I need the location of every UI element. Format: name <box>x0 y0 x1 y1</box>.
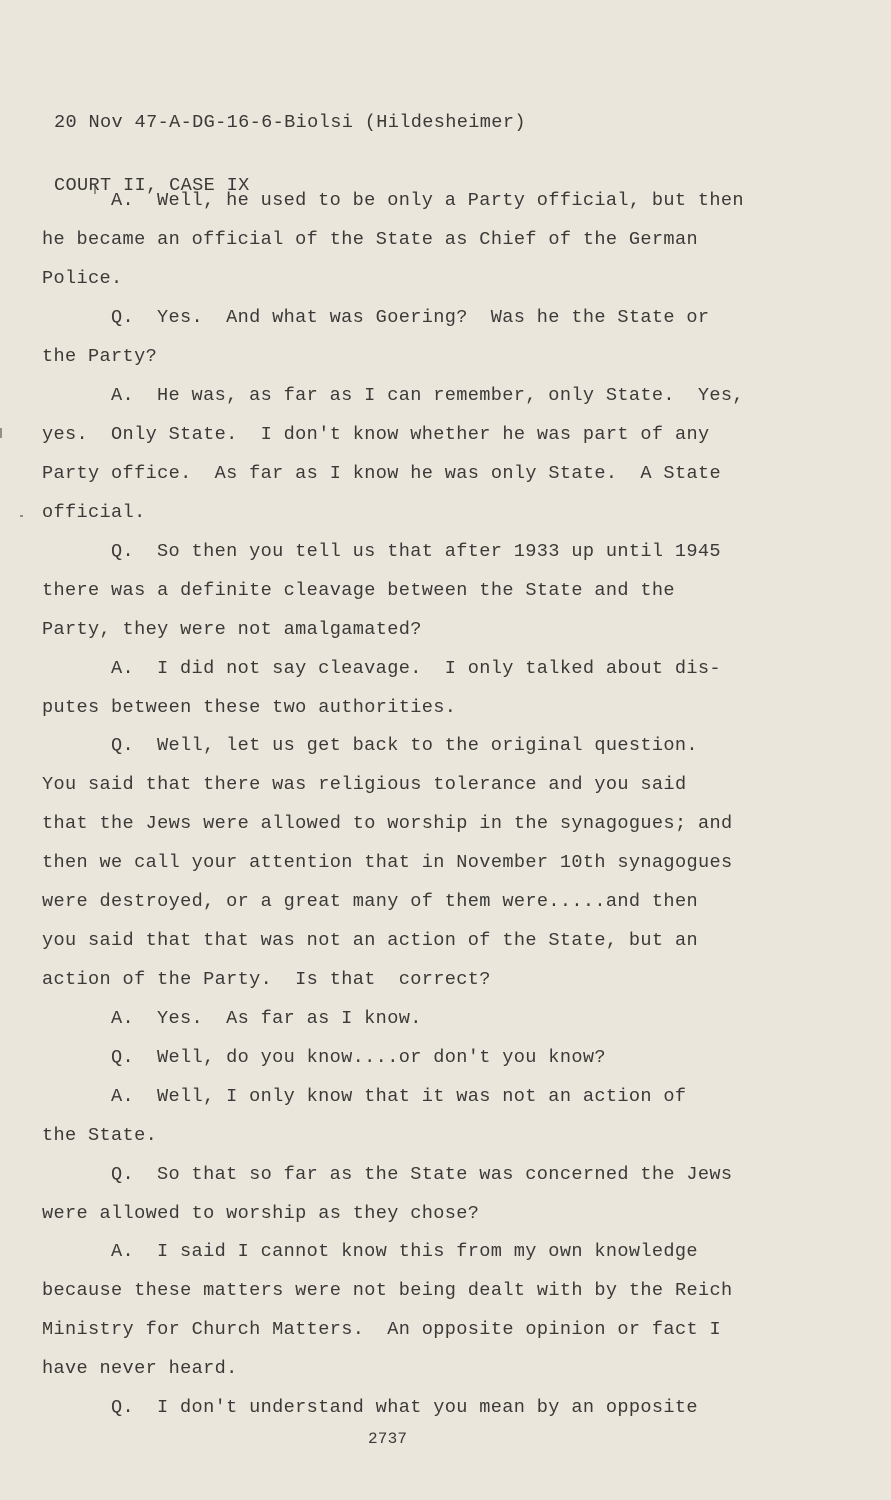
transcript-line: have never heard. <box>42 1358 238 1379</box>
transcript-line: Ministry for Church Matters. An opposite opinion or fact I <box>42 1319 721 1340</box>
transcript-line: because these matters were not being dealt with by the Reich <box>42 1280 733 1301</box>
margin-mark <box>20 515 23 517</box>
transcript-line: the State. <box>42 1125 158 1146</box>
margin-mark <box>0 428 2 438</box>
transcript-line: there was a definite cleavage between the State and the <box>42 580 675 601</box>
transcript-line: then we call your attention that in November 10th synagogues <box>42 852 733 873</box>
transcript-line: Party office. As far as I know he was only State. A State <box>42 463 721 484</box>
transcript-line: the Party? <box>42 346 158 367</box>
transcript-line: putes between these two authorities. <box>42 697 457 718</box>
transcript-line: You said that there was religious tolerance and you said <box>42 774 687 795</box>
transcript-line: Party, they were not amalgamated? <box>42 619 422 640</box>
transcript-line: A. Well, he used to be only a Party official, but then <box>111 190 744 211</box>
transcript-line: A. I said I cannot know this from my own knowledge <box>111 1241 698 1262</box>
transcript-line: A. Yes. As far as I know. <box>111 1008 422 1029</box>
transcript-line: were allowed to worship as they chose? <box>42 1203 480 1224</box>
transcript-line: official. <box>42 502 146 523</box>
transcript-line: Q. I don't understand what you mean by an opposite <box>111 1397 698 1418</box>
transcript-line: Q. Yes. And what was Goering? Was he the State or <box>111 307 710 328</box>
transcript-line: Q. So then you tell us that after 1933 up until 1945 <box>111 541 721 562</box>
transcript-line: A. He was, as far as I can remember, only State. Yes, <box>111 385 744 406</box>
transcript-line: A. I did not say cleavage. I only talked about dis- <box>111 658 721 679</box>
header-line-2: COURT II, CASE IX <box>54 175 250 196</box>
transcript-line: that the Jews were allowed to worship in the synagogues; and <box>42 813 733 834</box>
transcript-line: Q. So that so far as the State was concerned the Jews <box>111 1164 733 1185</box>
page-number: 2737 <box>368 1430 408 1448</box>
transcript-line: Police. <box>42 268 123 289</box>
transcript-line: he became an official of the State as Chief of the German <box>42 229 698 250</box>
transcript-line: yes. Only State. I don't know whether he was part of any <box>42 424 710 445</box>
transcript-line: you said that that was not an action of the State, but an <box>42 930 698 951</box>
header-line-1: 20 Nov 47-A-DG-16-6-Biolsi (Hildesheimer) <box>54 112 526 133</box>
transcript-line: Q. Well, do you know....or don't you know? <box>111 1047 606 1068</box>
transcript-line: action of the Party. Is that correct? <box>42 969 491 990</box>
transcript-line: Q. Well, let us get back to the original question. <box>111 735 698 756</box>
transcript-line: were destroyed, or a great many of them were.....and then <box>42 891 698 912</box>
transcript-line: A. Well, I only know that it was not an action of <box>111 1086 687 1107</box>
